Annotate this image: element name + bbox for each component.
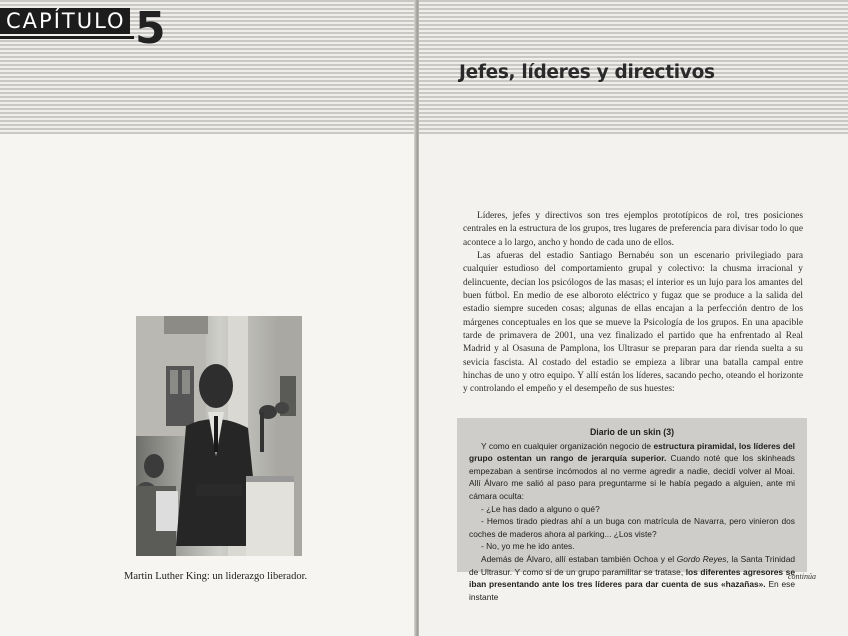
box-text: , la Santa Trinidad de Ultrasur. Y como si de un grupo paramilitar se tratase, [469, 553, 796, 577]
right-page [419, 0, 848, 636]
box-text: Y como en cualquier organización negocio de [481, 440, 654, 451]
chapter-label: CAPÍTULO [0, 8, 130, 34]
box-text: En ese instante [469, 579, 795, 602]
chapter-rule [0, 36, 134, 39]
box-text: Cuando noté que los skinheads empezaban a sentirse incómodos al no verme agredir a nadie, decidí volver al Moai. Allí Álvaro me salió al paso para preguntarme si le había pegado a alguien, ante mi cámara oculta: [469, 453, 795, 501]
body-text [463, 210, 803, 397]
paragraph: Líderes, jefes y directivos son tres ejemplos prototípicos de rol, tres posiciones centrales en la estructura de los grupos, tres lugares de preferencia para divisar todo lo que acontece a lo largo, ancho y hondo de cada uno de ellos. [463, 211, 803, 248]
box-paragraph [469, 440, 795, 503]
box-dialogue: - ¿Le has dado a alguno o qué? [481, 503, 600, 514]
paragraph: Las afueras del estadio Santiago Bernabéu son un escenario privilegiado para cualquier estudioso del comportamiento grupal y colectivo: la chusma irracional y delincuente, decían los psicólogos de las masas; el interior es un lujo para los amantes del buen fútbol. En medio de ese alboroto eléctrico y fugaz que se produce a la salida del estadio siempre suceden cosas; algunas de ellas encajan a la perfección dentro de los márgenes conceptuales en los que se mueve la Psicología de los grupos. En una apacible tarde de primavera de 2001, una vez finalizado el partido que ha enfrentado al Real Madrid y al Osasuna de Pamplona, los Ultrasur se preparan para dar rienda suelta a su sevicia fascista. Al costado del estadio se empieza a librar una batalla campal entre hinchas de uno y otro equipo. Y allí están los líderes, sacando pecho, oteando el horizonte y controlando el empeño y el desempeño de sus huestes: [463, 251, 803, 395]
photo-image [136, 316, 302, 556]
box-paragraph [469, 553, 795, 603]
box-text-bold: estructura piramidal, los líderes del grupo ostentan un rango de jerarquía superior. [469, 440, 795, 464]
box-text: Además de Álvaro, allí estaban también Ochoa y el [481, 553, 677, 564]
left-page [0, 0, 417, 636]
chapter-title: Jefes, líderes y directivos [459, 62, 715, 83]
box-title: Diario de un skin (3) [589, 427, 675, 437]
box-text-bold: los diferentes agresores se iban presentando ante los tres líderes para dar cuenta de sus «hazañas». [469, 566, 795, 590]
photo-martin-luther-king [136, 316, 302, 556]
continues-label: continúa [788, 572, 816, 581]
chapter-number: 5 [135, 3, 166, 54]
box-text-italic: Gordo Reyes [676, 553, 727, 564]
box-dialogue: - No, yo me he ido antes. [481, 541, 575, 552]
box-dialogue: - Hemos tirado piedras ahí a un buga con matrícula de Navarra, pero vinieron dos coches de maderos ahora al parking... ¿Los viste? [469, 516, 795, 539]
photo-caption: Martin Luther King: un liderazgo liberador. [124, 571, 308, 582]
